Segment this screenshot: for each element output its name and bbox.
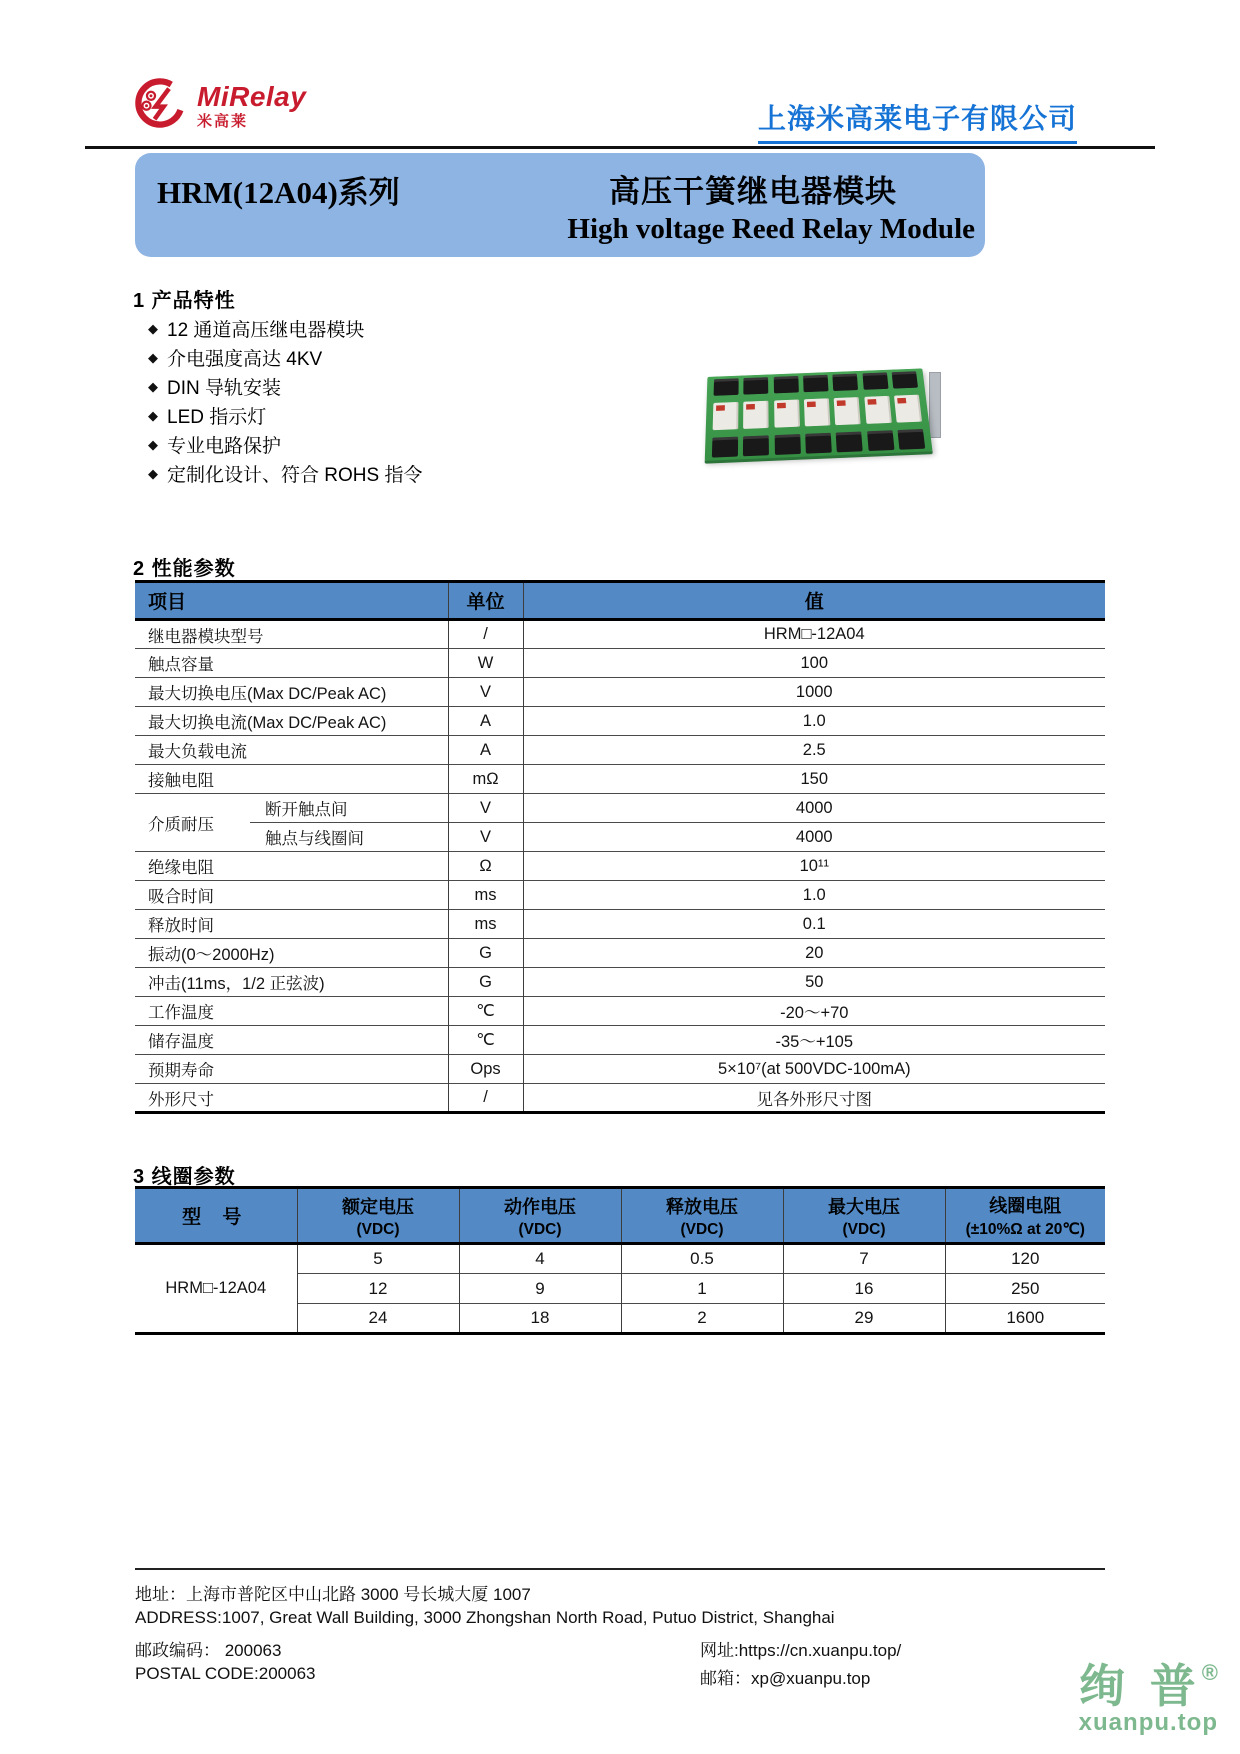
coil-value-cell: 2: [621, 1304, 783, 1334]
relay-block: [804, 398, 830, 426]
feature-text: 专业电路保护: [167, 436, 282, 457]
relay-block: [743, 401, 769, 429]
unit-cell: Ops: [448, 1055, 523, 1084]
unit-cell: Ω: [448, 852, 523, 881]
value-cell: 1.0: [523, 707, 1105, 736]
feature-item: [148, 430, 422, 459]
coil-value-cell: 1600: [945, 1304, 1105, 1334]
relay-row: [713, 395, 922, 431]
brand-text: MiRelay: [197, 80, 307, 112]
coil-col-title: 线圈电阻: [989, 1196, 1062, 1216]
value-cell: 2.5: [523, 736, 1105, 765]
performance-row: [135, 765, 1105, 794]
relay-block: [834, 397, 861, 425]
item-group-cell: 介质耐压: [135, 794, 250, 852]
performance-header-row: [135, 582, 1105, 620]
unit-cell: V: [448, 678, 523, 707]
coil-row: [135, 1244, 1105, 1274]
diamond-bullet-icon: ◆: [148, 378, 158, 394]
relay-label-mark: [777, 403, 786, 409]
unit-cell: mΩ: [448, 765, 523, 794]
unit-cell: ℃: [448, 997, 523, 1026]
terminal-block: [862, 372, 888, 389]
performance-row: [135, 968, 1105, 997]
performance-row: [135, 649, 1105, 678]
item-cell: 触点与线圈间: [250, 823, 448, 852]
feature-item: [148, 401, 422, 430]
col-header-item: 项目: [135, 582, 448, 620]
value-cell: 1.0: [523, 881, 1105, 910]
header-divider: [85, 146, 1155, 149]
coil-col-unit: (VDC): [356, 1220, 400, 1238]
coil-value-cell: 9: [459, 1274, 621, 1304]
coil-col-unit: (±10%Ω at 20℃): [965, 1221, 1085, 1238]
coil-col-title: 最大电压: [828, 1196, 900, 1217]
coil-value-cell: 29: [783, 1304, 945, 1334]
product-photo: [698, 356, 943, 458]
unit-cell: V: [448, 794, 523, 823]
relay-block: [774, 399, 800, 427]
coil-model-cell: HRM□-12A04: [165, 1279, 267, 1297]
feature-item: [148, 343, 422, 372]
features-list: [148, 314, 422, 488]
performance-row: [135, 852, 1105, 881]
coil-col-unit: (VDC): [518, 1220, 562, 1238]
terminal-block: [803, 375, 828, 392]
performance-table-body: [135, 620, 1105, 1113]
coil-value-cell: 5: [297, 1244, 459, 1274]
item-cell: 冲击(11ms，1/2 正弦波): [135, 968, 448, 997]
relay-label-mark: [897, 398, 906, 404]
feature-text: LED 指示灯: [167, 407, 267, 428]
coil-col-header-model: 型 号: [135, 1188, 297, 1244]
relay-block: [864, 396, 891, 424]
item-cell: 吸合时间: [135, 881, 448, 910]
diamond-bullet-icon: ◆: [148, 465, 158, 481]
coil-value-cell: 12: [297, 1274, 459, 1304]
value-cell: 4000: [523, 823, 1105, 852]
watermark-domain: xuanpu.top: [1078, 1709, 1218, 1736]
pcb-board: [705, 368, 933, 460]
value-cell: -35～+105: [523, 1026, 1105, 1055]
feature-item: [148, 459, 422, 488]
item-cell: 绝缘电阻: [135, 852, 448, 881]
coil-heading: 3 线圈参数: [133, 1166, 236, 1188]
coil-header-row: [135, 1188, 1105, 1244]
din-rail: [929, 372, 941, 438]
diamond-bullet-icon: ◆: [148, 349, 158, 365]
unit-cell: /: [448, 620, 523, 649]
value-cell: 1000: [523, 678, 1105, 707]
performance-row: [135, 997, 1105, 1026]
performance-row: [135, 910, 1105, 939]
performance-row: [135, 794, 1105, 823]
coil-value-cell: 120: [945, 1244, 1105, 1274]
footer-address-en: ADDRESS:1007, Great Wall Building, 3000 Zhongshan North Road, Putuo District, Shanghai: [135, 1608, 835, 1627]
value-cell: -20～+70: [523, 997, 1105, 1026]
performance-row: [135, 823, 1105, 852]
diamond-bullet-icon: ◆: [148, 320, 158, 336]
unit-cell: ms: [448, 910, 523, 939]
value-cell: 见各外形尺寸图: [523, 1084, 1105, 1113]
coil-value-cell: 1: [621, 1274, 783, 1304]
coil-value-cell: 16: [783, 1274, 945, 1304]
feature-item: [148, 314, 422, 343]
performance-row: [135, 1055, 1105, 1084]
watermark: [1040, 1662, 1218, 1735]
relay-label-mark: [867, 399, 876, 405]
item-cell: 触点容量: [135, 649, 448, 678]
terminal-block: [805, 433, 832, 454]
watermark-name-cn: 绚 普: [1079, 1660, 1202, 1712]
item-cell: 最大切换电压(Max DC/Peak AC): [135, 678, 448, 707]
brand-text-cn: 米高莱: [197, 112, 249, 130]
relay-label-mark: [716, 405, 725, 411]
unit-cell: W: [448, 649, 523, 678]
footer-divider: [135, 1568, 1105, 1570]
diamond-bullet-icon: ◆: [148, 407, 158, 423]
brand-block: [197, 80, 307, 130]
terminal-block: [836, 432, 863, 453]
unit-cell: V: [448, 823, 523, 852]
performance-row: [135, 707, 1105, 736]
feature-text: DIN 导轨安装: [167, 378, 282, 399]
performance-row: [135, 1026, 1105, 1055]
unit-cell: ms: [448, 881, 523, 910]
performance-row: [135, 1084, 1105, 1113]
coil-col-header: [297, 1188, 459, 1244]
feature-item: [148, 372, 422, 401]
relay-label-mark: [837, 400, 846, 406]
footer-website-link[interactable]: 网址:https://cn.xuanpu.top/: [700, 1641, 902, 1660]
coil-value-cell: 24: [297, 1304, 459, 1334]
performance-row: [135, 736, 1105, 765]
terminal-block: [743, 435, 769, 456]
header-logo: [133, 76, 306, 135]
unit-cell: /: [448, 1084, 523, 1113]
coil-table-body: [135, 1244, 1105, 1334]
coil-col-header: [621, 1188, 783, 1244]
terminal-block: [833, 374, 859, 391]
item-cell: 断开触点间: [250, 794, 448, 823]
performance-row: [135, 678, 1105, 707]
terminal-row: [714, 371, 918, 396]
unit-cell: ℃: [448, 1026, 523, 1055]
features-heading: 1 产品特性: [133, 290, 236, 312]
relay-block: [713, 402, 739, 430]
title-banner: [135, 153, 985, 257]
performance-row: [135, 620, 1105, 649]
unit-cell: A: [448, 736, 523, 765]
terminal-row: [712, 429, 925, 458]
coil-col-title: 释放电压: [666, 1196, 738, 1217]
footer-email-link[interactable]: 邮箱：xp@xuanpu.top: [700, 1669, 871, 1688]
unit-cell: A: [448, 707, 523, 736]
item-cell: 最大切换电流(Max DC/Peak AC): [135, 707, 448, 736]
value-cell: 5×10⁷(at 500VDC-100mA): [523, 1055, 1105, 1084]
item-cell: 振动(0～2000Hz): [135, 939, 448, 968]
relay-label-mark: [746, 404, 755, 410]
item-cell: 预期寿命: [135, 1055, 448, 1084]
terminal-block: [712, 437, 738, 458]
terminal-block: [867, 430, 894, 451]
col-header-unit: 单位: [448, 582, 523, 620]
footer-postal-en: POSTAL CODE:200063: [135, 1664, 316, 1683]
performance-row: [135, 939, 1105, 968]
coil-table: [135, 1186, 1105, 1335]
coil-col-title: 额定电压: [342, 1196, 414, 1217]
coil-value-cell: 250: [945, 1274, 1105, 1304]
value-cell: 4000: [523, 794, 1105, 823]
item-cell: 最大负载电流: [135, 736, 448, 765]
value-cell: 10¹¹: [523, 852, 1105, 881]
coil-col-header: [459, 1188, 621, 1244]
item-cell: 继电器模块型号: [148, 627, 264, 646]
terminal-block: [773, 376, 798, 393]
relay-block: [894, 395, 922, 423]
feature-text: 定制化设计、符合 ROHS 指令: [167, 465, 423, 486]
coil-value-cell: 4: [459, 1244, 621, 1274]
footer-postal-cn: 邮政编码： 200063: [135, 1641, 282, 1660]
terminal-block: [897, 429, 925, 450]
watermark-name: [1040, 1660, 1218, 1712]
product-title-cn: 高压干簧继电器模块: [609, 174, 897, 209]
item-cell: 储存温度: [135, 1026, 448, 1055]
terminal-block: [774, 434, 800, 455]
diamond-bullet-icon: ◆: [148, 436, 158, 452]
coil-col-header: [783, 1188, 945, 1244]
company-name: 上海米高莱电子有限公司: [758, 97, 1077, 144]
value-cell: HRM□-12A04: [523, 620, 1105, 649]
coil-col-header: [945, 1188, 1105, 1244]
performance-table: [135, 580, 1105, 1114]
relay-label-mark: [807, 401, 816, 407]
registered-mark-icon: ®: [1201, 1660, 1218, 1685]
mirelay-logo-icon: [133, 76, 187, 135]
coil-col-title: 动作电压: [504, 1196, 576, 1217]
coil-col-unit: (VDC): [680, 1220, 724, 1238]
product-title-en: High voltage Reed Relay Module: [567, 213, 975, 245]
item-cell: 接触电阻: [135, 765, 448, 794]
value-cell: 50: [523, 968, 1105, 997]
performance-heading: 2 性能参数: [133, 558, 236, 580]
coil-value-cell: 18: [459, 1304, 621, 1334]
unit-cell: G: [448, 939, 523, 968]
unit-cell: G: [448, 968, 523, 997]
footer-address-cn: 地址：上海市普陀区中山北路 3000 号长城大厦 1007: [135, 1585, 531, 1604]
performance-row: [135, 881, 1105, 910]
value-cell: 0.1: [523, 910, 1105, 939]
terminal-block: [892, 371, 918, 388]
value-cell: 20: [523, 939, 1105, 968]
terminal-block: [744, 377, 769, 395]
coil-value-cell: 7: [783, 1244, 945, 1274]
value-cell: 150: [523, 765, 1105, 794]
col-header-value: 值: [523, 582, 1105, 620]
series-title: HRM(12A04)系列: [157, 175, 400, 210]
item-cell: 外形尺寸: [135, 1084, 448, 1113]
item-cell: 释放时间: [135, 910, 448, 939]
item-cell: 工作温度: [135, 997, 448, 1026]
value-cell: 100: [523, 649, 1105, 678]
feature-text: 12 通道高压继电器模块: [167, 320, 365, 341]
coil-col-unit: (VDC): [842, 1220, 886, 1238]
feature-text: 介电强度高达 4KV: [167, 349, 323, 370]
coil-value-cell: 0.5: [621, 1244, 783, 1274]
terminal-block: [714, 378, 739, 396]
